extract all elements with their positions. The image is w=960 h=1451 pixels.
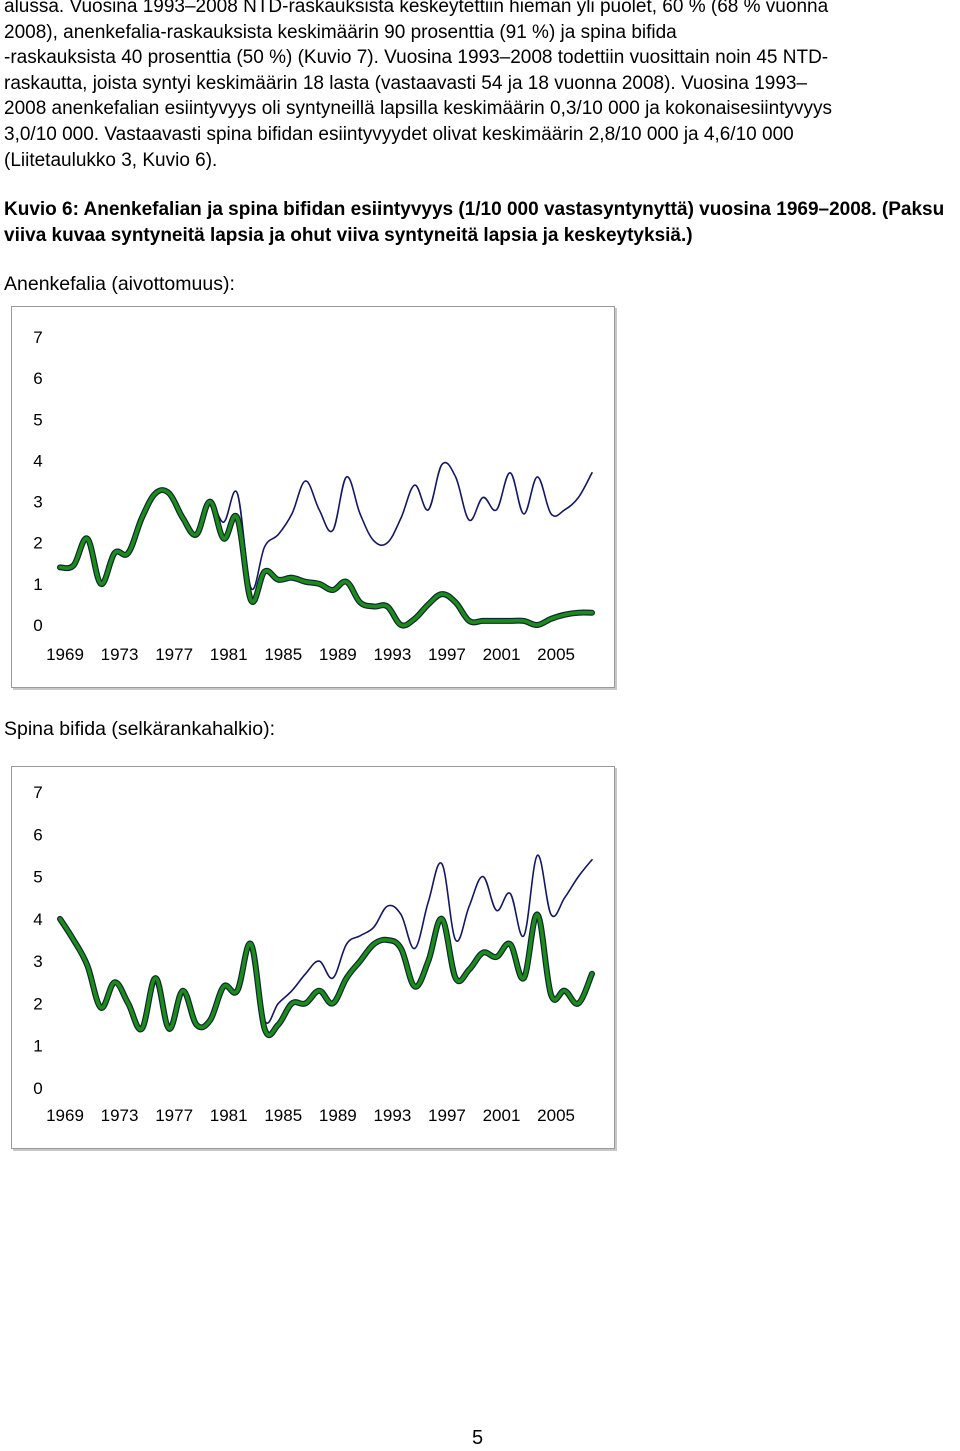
x-tick-label: 1997 <box>428 1106 466 1125</box>
y-tick-label: 3 <box>33 492 43 512</box>
y-tick-label: 4 <box>33 909 43 929</box>
x-tick-label: 1973 <box>100 645 139 664</box>
y-tick-label: 5 <box>33 410 43 430</box>
y-tick-label: 4 <box>33 451 43 471</box>
x-tick-label: 1993 <box>373 645 412 664</box>
chart-anenkefalia-plot <box>12 307 614 687</box>
x-tick-label: 1989 <box>318 645 357 664</box>
x-tick-label: 2001 <box>482 1106 521 1125</box>
x-tick-label: 1973 <box>100 1106 139 1125</box>
series-line-births <box>60 490 592 626</box>
chart-anenkefalia <box>11 306 615 688</box>
y-tick-label: 0 <box>33 1079 43 1098</box>
y-tick-label: 6 <box>33 369 43 389</box>
y-tick-label: 1 <box>33 574 43 594</box>
chart-title-spina-bifida: Spina bifida (selkärankahalkio): <box>4 718 275 740</box>
y-tick-label: 0 <box>33 616 43 635</box>
y-tick-label: 7 <box>33 328 43 347</box>
y-tick-label: 2 <box>33 533 43 553</box>
y-tick-label: 1 <box>33 1036 43 1056</box>
paragraph-line: alussa. Vuosina 1993–2008 NTD-raskauksista keskeytettiin hieman yli puolet, 60 % (68 % vuonna <box>4 0 829 17</box>
x-tick-label: 2005 <box>537 645 575 664</box>
page-number: 5 <box>472 1427 484 1449</box>
x-tick-label: 1981 <box>209 645 248 664</box>
paragraph-line: raskautta, joista syntyi keskimäärin 18 lasta (vastaavasti 54 ja 18 vuonna 2008). Vuosina 1993– <box>4 72 808 94</box>
x-tick-label: 2005 <box>537 1106 575 1125</box>
paragraph-line: 3,0/10 000. Vastaavasti spina bifidan esiintyvyydet olivat keskimäärin 2,8/10 000 ja 4,6/10 000 <box>4 123 794 145</box>
paragraph-line: 2008 anenkefalian esiintyvyys oli syntyneillä lapsilla keskimäärin 0,3/10 000 ja kokonaisesiintyvyys <box>4 98 832 120</box>
y-tick-label: 2 <box>33 994 43 1014</box>
x-tick-label: 1977 <box>155 1106 194 1125</box>
y-tick-label: 7 <box>33 783 43 802</box>
x-tick-label: 1981 <box>209 1106 248 1125</box>
x-tick-label: 2001 <box>482 645 521 664</box>
paragraph-line: 2008), anenkefalia-raskauksista keskimäärin 90 prosenttia (91 %) ja spina bifida <box>4 21 677 43</box>
x-tick-label: 1997 <box>428 645 466 664</box>
series-line-births <box>60 914 592 1035</box>
chart-spina-bifida <box>11 766 615 1149</box>
x-tick-label: 1969 <box>46 1106 84 1125</box>
x-tick-label: 1985 <box>264 645 303 664</box>
intro-paragraph <box>4 0 956 173</box>
y-tick-label: 3 <box>33 952 43 972</box>
x-tick-label: 1985 <box>264 1106 303 1125</box>
chart-title-anenkefalia: Anenkefalia (aivottomuus): <box>4 273 235 295</box>
series-line-births-outline <box>60 490 592 626</box>
x-tick-label: 1993 <box>373 1106 412 1125</box>
figure-caption: Kuvio 6: Anenkefalian ja spina bifidan esiintyvyys (1/10 000 vastasyntynyttä) vuosina 1969–2008. (Paksu viiva kuvaa syntyneitä lapsia ja ohut viiva syntyneitä lapsia ja keskeytyksiä.) <box>4 199 945 246</box>
y-tick-label: 6 <box>33 825 43 845</box>
chart-spina-bifida-plot <box>12 767 614 1148</box>
paragraph-line: -raskauksista 40 prosenttia (50 %) (Kuvio 7). Vuosina 1993–2008 todettiin vuosittain noin 45 NTD- <box>4 47 829 69</box>
y-tick-label: 5 <box>33 867 43 887</box>
x-tick-label: 1977 <box>155 645 194 664</box>
x-tick-label: 1969 <box>46 645 84 664</box>
paragraph-line: (Liitetaulukko 3, Kuvio 6). <box>4 149 218 171</box>
x-tick-label: 1989 <box>318 1106 357 1125</box>
series-line-births-outline <box>60 914 592 1035</box>
